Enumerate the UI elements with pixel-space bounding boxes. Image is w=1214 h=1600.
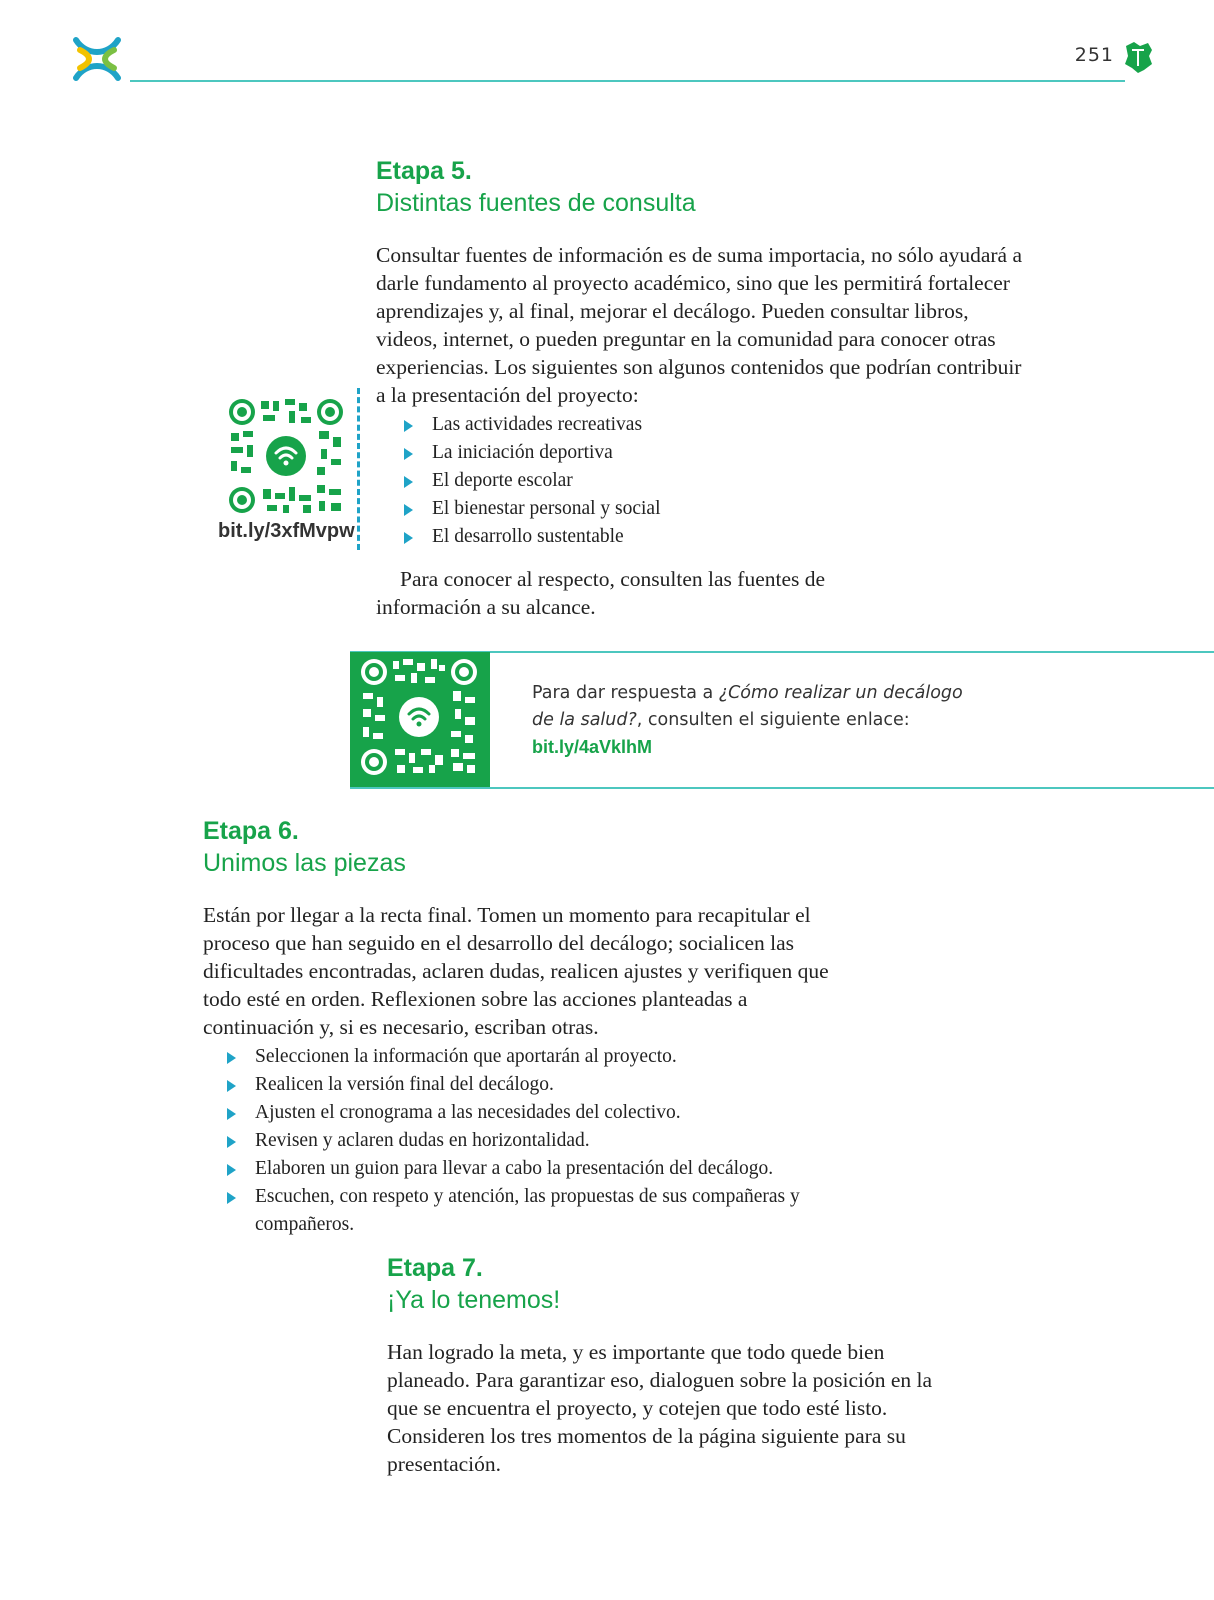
- etapa5-closing: Para conocer al respecto, consulten las fuentes de información a su alcance.: [376, 567, 826, 619]
- etapa7-paragraph: Han logrado la meta, y es importante que todo quede bien planeado. Para garantizar eso, dialoguen sobre la posición en la que se encuentra el proyecto, y cotejen que todo esté listo. Consideren los tres momentos de la página siguiente para su presentación.: [387, 1340, 933, 1476]
- bullet-arrow-icon: [404, 448, 413, 460]
- etapa6-section: [203, 815, 863, 1239]
- list-item: Realicen la versión final del decálogo.: [227, 1071, 827, 1099]
- etapa6-paragraph: Están por llegar a la recta final. Tomen un momento para recapitular el proceso que han seguido en el desarrollo del decálogo; socialicen las dificultades encontradas, aclaren dudas, realicen ajustes y verifiquen que todo esté en orden. Reflexionen sobre las acciones planteadas a continuación y, si es necesario, escriban otras.: [203, 903, 829, 1039]
- qr-code-icon[interactable]: [227, 397, 345, 515]
- etapa7-title: Etapa 7.: [387, 1254, 483, 1282]
- etapa7-section: [387, 1252, 957, 1478]
- etapa6-bullet-list: [227, 1043, 827, 1239]
- page-number: 251: [1074, 44, 1114, 66]
- list-item: Escuchen, con respeto y atención, las propuestas de sus compañeras y compañeros.: [227, 1183, 827, 1239]
- callout-link[interactable]: bit.ly/4aVklhM: [532, 737, 653, 757]
- bullet-arrow-icon: [227, 1080, 236, 1092]
- bullet-arrow-icon: [404, 532, 413, 544]
- etapa5-section: [376, 155, 1056, 621]
- list-item: La iniciación deportiva: [404, 439, 1056, 467]
- etapa6-subtitle: Unimos las piezas: [203, 849, 406, 877]
- bullet-arrow-icon: [404, 420, 413, 432]
- list-item: El deporte escolar: [404, 467, 1056, 495]
- list-item: Elaboren un guion para llevar a cabo la presentación del decálogo.: [227, 1155, 827, 1183]
- etapa5-title: Etapa 5.: [376, 157, 472, 185]
- bullet-arrow-icon: [404, 476, 413, 488]
- bullet-arrow-icon: [227, 1052, 236, 1064]
- etapa5-subtitle: Distintas fuentes de consulta: [376, 189, 696, 217]
- list-item: El desarrollo sustentable: [404, 523, 1056, 551]
- etapa5-bullet-list: [404, 411, 1056, 551]
- bullet-arrow-icon: [404, 504, 413, 516]
- list-item: Las actividades recreativas: [404, 411, 1056, 439]
- qr-code-icon[interactable]: [359, 657, 479, 777]
- bullet-arrow-icon: [227, 1108, 236, 1120]
- header-rule: [130, 80, 1125, 82]
- qr-link-etapa5[interactable]: bit.ly/3xfMvpw: [218, 520, 355, 542]
- etapa7-subtitle: ¡Ya lo tenemos!: [387, 1286, 561, 1314]
- etapa5-paragraph: Consultar fuentes de información es de suma importacia, no sólo ayudará a darle fundamento al proyecto académico, sino que les permitirá fortalecer aprendizajes y, al final, mejorar el decálogo. Pueden consultar libros, videos, internet, o pueden preguntar en la comunidad para conocer otras experiencias. Los siguientes son algunos contenidos que podrían contribuir a la presentación del proyecto:: [376, 243, 1022, 407]
- green-seal-icon: [1122, 40, 1154, 74]
- callout-bottom-rule: [350, 787, 1214, 789]
- list-item: Revisen y aclaren dudas en horizontalidad.: [227, 1127, 827, 1155]
- list-item: El bienestar personal y social: [404, 495, 1056, 523]
- list-item: Seleccionen la información que aportarán al proyecto.: [227, 1043, 827, 1071]
- callout-text: Para dar respuesta a ¿Cómo realizar un decálogo de la salud?, consulten el siguiente enlace: bit.ly/4aVklhM: [532, 683, 963, 757]
- bullet-arrow-icon: [227, 1164, 236, 1176]
- etapa6-title: Etapa 6.: [203, 817, 299, 845]
- community-cross-logo: [72, 36, 122, 82]
- bullet-arrow-icon: [227, 1192, 236, 1204]
- dashed-divider: [357, 388, 360, 550]
- bullet-arrow-icon: [227, 1136, 236, 1148]
- list-item: Ajusten el cronograma a las necesidades del colectivo.: [227, 1099, 827, 1127]
